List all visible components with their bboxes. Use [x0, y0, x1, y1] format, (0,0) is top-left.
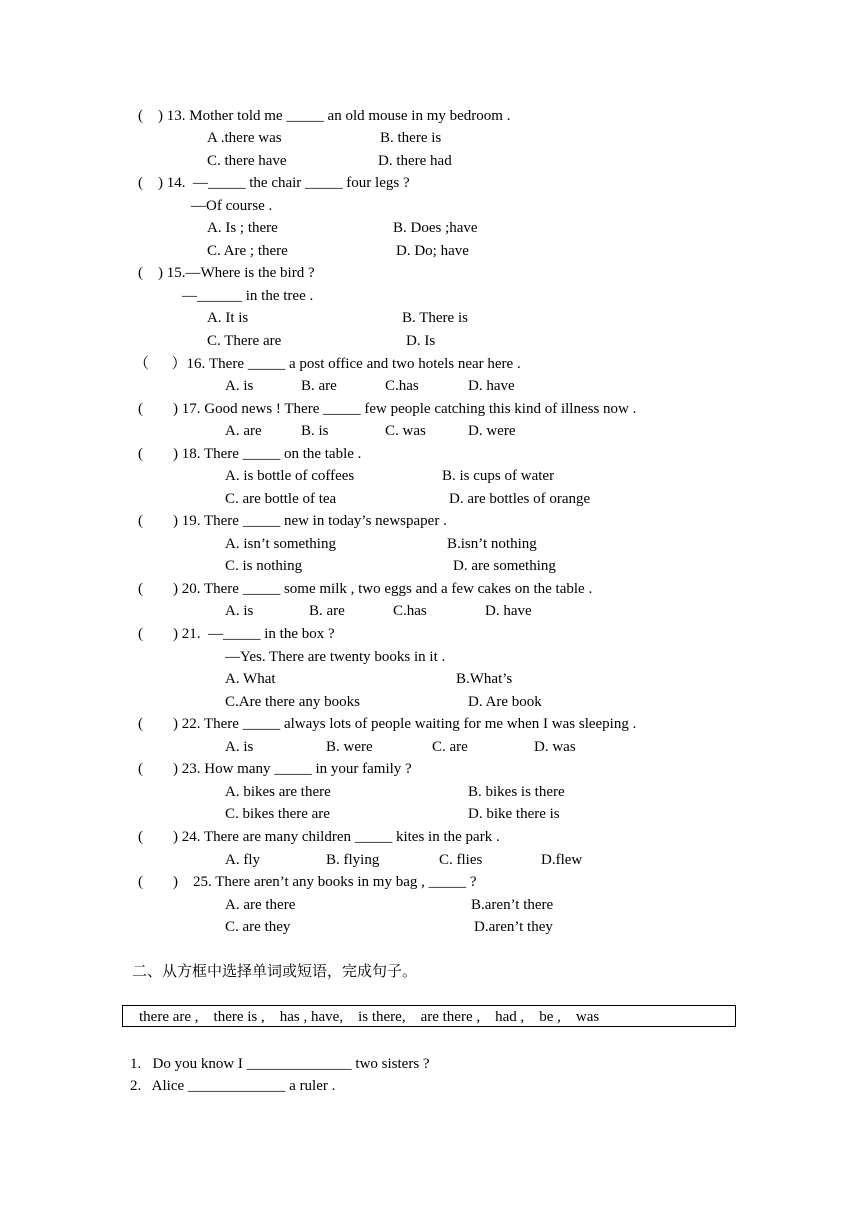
question-22-stem: ( ) 22. There _____ always lots of people waiting for me when I was sleeping . [138, 716, 637, 732]
question-19-option-b: B.isn’t nothing [447, 536, 537, 552]
question-19-option-c: C. is nothing [225, 558, 303, 574]
question-14-option-b: B. Does ;have [393, 220, 478, 236]
question-20-option-b: B. are [309, 603, 345, 619]
question-14-option-a: A. Is ; there [207, 220, 278, 236]
question-24-option-c: C. flies [439, 852, 483, 868]
question-15-reply: —______ in the tree . [182, 288, 314, 304]
question-23-option-c: C. bikes there are [225, 806, 330, 822]
question-13-option-a: A .there was [207, 130, 282, 146]
word-box [122, 1005, 736, 1027]
question-21-option-a: A. What [225, 671, 276, 687]
question-25-option-a: A. are there [225, 897, 296, 913]
question-16-option-a: A. is [225, 378, 254, 394]
question-13-stem: ( ) 13. Mother told me _____ an old mouse in my bedroom . [138, 108, 511, 124]
question-21-option-d: D. Are book [468, 694, 542, 710]
question-25-stem: ( ) 25. There aren’t any books in my bag , _____ ? [138, 874, 477, 890]
question-24-stem: ( ) 24. There are many children _____ kites in the park . [138, 829, 500, 845]
question-15-option-d: D. Is [406, 333, 436, 349]
question-25-option-c: C. are they [225, 919, 291, 935]
question-24-option-a: A. fly [225, 852, 260, 868]
question-20-option-a: A. is [225, 603, 254, 619]
section-2-heading: 二、从方框中选择单词或短语，完成句子。 [132, 962, 418, 980]
question-25-option-b: B.aren’t there [471, 897, 554, 913]
question-24-option-b: B. flying [326, 852, 380, 868]
word-box-text: there are , there is , has , have, is there, are there , had , be , was [139, 1009, 600, 1025]
question-15-option-b: B. There is [402, 310, 468, 326]
question-20-option-c: C.has [393, 603, 427, 619]
question-16-option-b: B. are [301, 378, 337, 394]
fill-item-1: 1. Do you know I ______________ two sisters ? [130, 1056, 430, 1072]
question-18-option-b: B. is cups of water [442, 468, 555, 484]
question-23-option-a: A. bikes are there [225, 784, 331, 800]
question-25-option-d: D.aren’t they [474, 919, 553, 935]
question-21-stem: ( ) 21. —_____ in the box ? [138, 626, 335, 642]
question-18-stem: ( ) 18. There _____ on the table . [138, 446, 362, 462]
question-16-option-d: D. have [468, 378, 515, 394]
question-19-option-d: D. are something [453, 558, 556, 574]
question-21-option-c: C.Are there any books [225, 694, 360, 710]
question-13-option-b: B. there is [380, 130, 442, 146]
question-19-option-a: A. isn’t something [225, 536, 336, 552]
question-22-option-c: C. are [432, 739, 468, 755]
question-16-option-c: C.has [385, 378, 419, 394]
question-14-reply: —Of course . [191, 198, 273, 214]
question-23-stem: ( ) 23. How many _____ in your family ? [138, 761, 412, 777]
question-20-option-d: D. have [485, 603, 532, 619]
question-15-option-c: C. There are [207, 333, 282, 349]
question-17-option-d: D. were [468, 423, 516, 439]
question-21-reply: —Yes. There are twenty books in it . [225, 649, 446, 665]
question-17-option-a: A. are [225, 423, 262, 439]
question-20-stem: ( ) 20. There _____ some milk , two eggs and a few cakes on the table . [138, 581, 593, 597]
question-15-option-a: A. It is [207, 310, 249, 326]
question-17-stem: ( ) 17. Good news ! There _____ few people catching this kind of illness now . [138, 401, 637, 417]
fill-item-2: 2. Alice _____________ a ruler . [130, 1078, 336, 1094]
question-15-stem: ( ) 15.—Where is the bird ? [138, 265, 315, 281]
question-14-option-d: D. Do; have [396, 243, 469, 259]
question-17-option-c: C. was [385, 423, 426, 439]
question-13-option-d: D. there had [378, 153, 452, 169]
question-21-option-b: B.What’s [456, 671, 513, 687]
question-23-option-d: D. bike there is [468, 806, 560, 822]
question-18-option-c: C. are bottle of tea [225, 491, 337, 507]
question-13-option-c: C. there have [207, 153, 287, 169]
question-22-option-a: A. is [225, 739, 254, 755]
question-18-option-d: D. are bottles of orange [449, 491, 591, 507]
question-23-option-b: B. bikes is there [468, 784, 565, 800]
question-22-option-d: D. was [534, 739, 576, 755]
question-14-stem: ( ) 14. —_____ the chair _____ four legs ? [138, 175, 410, 191]
question-17-option-b: B. is [301, 423, 329, 439]
question-22-option-b: B. were [326, 739, 373, 755]
question-24-option-d: D.flew [541, 852, 583, 868]
question-19-stem: ( ) 19. There _____ new in today’s newspaper . [138, 513, 447, 529]
question-14-option-c: C. Are ; there [207, 243, 288, 259]
question-16-stem: （ ）16. There _____ a post office and two hotels near here . [134, 356, 521, 372]
question-18-option-a: A. is bottle of coffees [225, 468, 355, 484]
